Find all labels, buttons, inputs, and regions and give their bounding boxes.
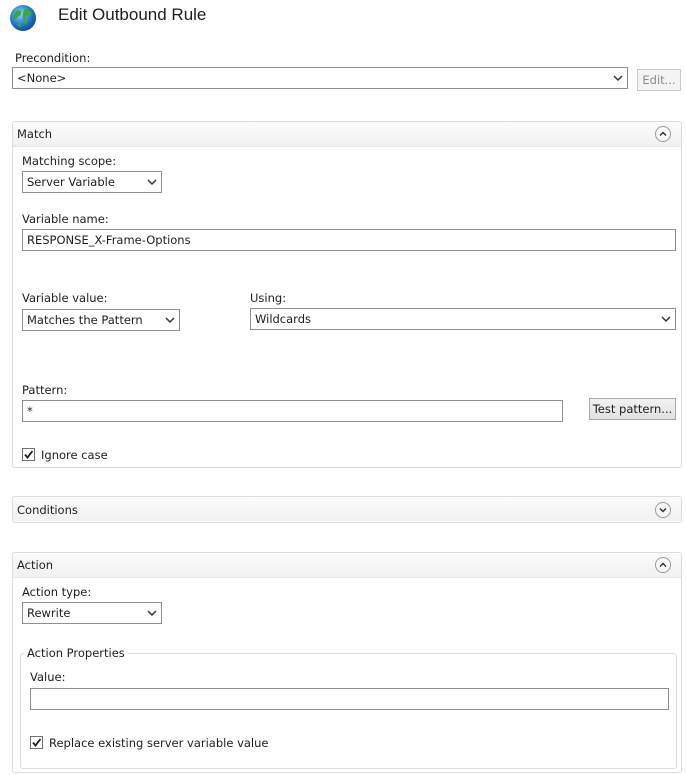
page-title: Edit Outbound Rule bbox=[58, 5, 207, 24]
variable-name-input[interactable]: RESPONSE_X-Frame-Options bbox=[22, 229, 676, 251]
precondition-label: Precondition: bbox=[15, 51, 91, 65]
collapse-up-icon[interactable] bbox=[655, 557, 671, 573]
value-input[interactable] bbox=[30, 688, 669, 710]
ignore-case-checkbox[interactable] bbox=[22, 448, 35, 461]
replace-existing-checkbox[interactable] bbox=[30, 736, 43, 749]
chevron-down-icon bbox=[165, 314, 175, 324]
precondition-edit-button[interactable]: Edit... bbox=[637, 69, 681, 91]
action-panel-header[interactable] bbox=[13, 553, 681, 578]
chevron-down-icon bbox=[147, 607, 157, 617]
pattern-input[interactable]: * bbox=[22, 400, 563, 422]
checkmark-icon bbox=[23, 449, 34, 460]
variable-value-label: Variable value: bbox=[22, 291, 108, 305]
action-type-select[interactable] bbox=[22, 602, 162, 624]
action-properties-title: Action Properties bbox=[24, 646, 128, 660]
precondition-select[interactable] bbox=[12, 67, 628, 89]
precondition-value: <None> bbox=[17, 71, 67, 85]
collapse-up-icon[interactable] bbox=[655, 126, 671, 142]
globe-icon bbox=[8, 3, 38, 33]
match-panel-title: Match bbox=[17, 127, 53, 141]
chevron-down-icon bbox=[661, 313, 671, 323]
conditions-panel bbox=[12, 496, 682, 523]
action-properties-group bbox=[20, 653, 677, 769]
matching-scope-label: Matching scope: bbox=[22, 154, 117, 168]
match-panel-header[interactable] bbox=[13, 122, 681, 147]
variable-value-select[interactable] bbox=[22, 309, 180, 331]
expand-down-icon[interactable] bbox=[655, 502, 671, 518]
using-value: Wildcards bbox=[255, 312, 311, 326]
pattern-label: Pattern: bbox=[22, 383, 68, 397]
matching-scope-value: Server Variable bbox=[27, 175, 115, 189]
action-panel-title: Action bbox=[17, 558, 54, 572]
value-label: Value: bbox=[30, 670, 66, 684]
test-pattern-button[interactable]: Test pattern... bbox=[589, 398, 676, 420]
variable-value-value: Matches the Pattern bbox=[27, 313, 143, 327]
replace-existing-label[interactable]: Replace existing server variable value bbox=[49, 736, 269, 750]
checkmark-icon bbox=[31, 737, 42, 748]
chevron-down-icon bbox=[147, 176, 157, 186]
using-label: Using: bbox=[250, 291, 287, 305]
matching-scope-select[interactable] bbox=[22, 171, 162, 193]
variable-name-label: Variable name: bbox=[22, 212, 109, 226]
action-type-value: Rewrite bbox=[27, 606, 71, 620]
conditions-panel-header[interactable] bbox=[13, 497, 681, 521]
chevron-down-icon bbox=[613, 72, 623, 82]
conditions-panel-title: Conditions bbox=[17, 503, 78, 517]
using-select[interactable] bbox=[250, 308, 676, 330]
ignore-case-label[interactable]: Ignore case bbox=[41, 448, 108, 462]
action-type-label: Action type: bbox=[22, 585, 92, 599]
